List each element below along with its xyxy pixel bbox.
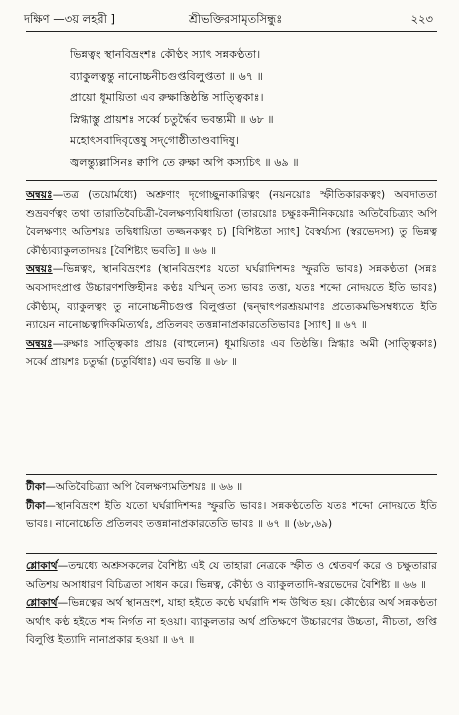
tika-paragraph: টীকা—অতিবৈচিত্র্যা অপি বৈলক্ষণ্যমতিশয়ঃ ॥ ৬৬ ॥ bbox=[26, 481, 243, 493]
shlokartha-label: শ্লোকার্থ bbox=[26, 560, 58, 572]
verse-line: স্নিগ্ধাস্তু প্রায়শঃ সর্ব্বে চতুর্দ্ধৈব ভবন্ত্যমী ॥ ৬৮ ॥ bbox=[70, 112, 274, 126]
verse-line: ভিন্নত্বং স্থানবিভ্রংশঃ কৌণ্ঠং স্যাৎ সন্নকণ্ঠতা। bbox=[70, 48, 261, 61]
book-title: শ্রীভক্তিরসামৃতসিন্ধুঃ bbox=[189, 12, 283, 26]
tika-section bbox=[26, 478, 437, 534]
anvaya-label: অন্বয়ঃ bbox=[26, 337, 53, 350]
shlokartha-label: শ্লোকার্থ bbox=[26, 597, 58, 610]
anvaya-label: অন্বয়ঃ bbox=[26, 189, 53, 201]
shlokartha-section bbox=[26, 557, 437, 650]
verse-line: ব্যাকুলত্বন্তু নানোচ্চনীচগুপ্তবিলুপ্ততা ॥ ৬৭ ॥ bbox=[70, 69, 263, 83]
tika-label: টীকা bbox=[26, 481, 46, 493]
shlokartha-paragraph: শ্লোকার্থ—তন্মধ্যে অশ্রুসকলের বৈশিষ্ট্য এই যে তাহারা নেত্রকে স্ফীত ও শ্বেতবর্ণ করে ও চক্ষুতারার অতিশয় অসাধারণ বিচিত্রতা সাধন করে। ভিন্নত্ব, কৌণ্ঠ্য ও ব্যাকুলতাদি-স্বরভেদের বৈশিষ্ট্য ॥ ৬৬ ॥ bbox=[26, 560, 437, 591]
shlokartha-paragraph: শ্লোকার্থ—ভিন্নত্বের অর্থ স্থানভ্রংশ, যাহা হইতে কণ্ঠে ঘর্ঘরাদি শব্দ উত্থিত হয়। কৌণ্ঠ্যের অর্থ সন্নকণ্ঠতা অর্থাৎ কণ্ঠ হইতে শব্দ নির্গত না হওয়া। ব্যাকুলতার অর্থ প্রতিক্ষণে উচ্চারণের উচ্চতা, নীচতা, গুপ্তি বিলুপ্তি ইত্যাদি নানাপ্রকার হওয়া ॥ ৬৭ ॥ bbox=[26, 597, 437, 647]
chapter-label: দক্ষিণ —৩য় লহরী ] bbox=[24, 12, 116, 26]
header-rule bbox=[26, 31, 437, 32]
anvaya-section bbox=[26, 186, 437, 372]
verse-line: প্রায়ো ধূমায়িতা এব রুক্ষাস্তিষ্ঠন্তি সাত্ত্বিকাঃ। bbox=[70, 91, 264, 104]
anvaya-paragraph: অন্বয়ঃ—রুক্ষাঃ সাত্ত্বিকাঃ প্রায়ঃ (বাহুল্যেন) ধূমায়িতাঃ এব তিষ্ঠন্তি। স্নিগ্ধাঃ অমী (সাত্ত্বিকাঃ) সর্ব্বে প্রায়শঃ চতুর্দ্ধা (চতুর্বিধাঃ) এব ভবন্তি ॥ ৬৮ ॥ bbox=[26, 337, 437, 369]
verse-block bbox=[70, 44, 437, 173]
tika-paragraph: টীকা—স্থানবিভ্রংশ ইতি যতো ঘর্ঘরাদিশব্দঃ স্ফুরতি ভাবঃ। সন্নকণ্ঠতেতি যতঃ শব্দো নোদয়তে ইতি ভাবঃ। নানোচ্চেতি প্রতিলবং তত্তন্নানাপ্রকারতেতি ভাবঃ ॥ ৬৭ ॥ (৬৮,৬৯) bbox=[26, 499, 437, 531]
anvaya-paragraph: অন্বয়ঃ—তত্র (তয়োর্মধ্যে) অশ্রুণাং দৃগোচ্ছুনাকারিত্বং (নয়নয়োঃ স্ফীতিকারকত্বং) অবদাততা শুভ্রবর্ণত্বং তথা তারাতিবৈচিত্রী-বৈলক্ষণ্যবিধায়িতা (তারয়োঃ চক্ষুঃকনীনিকয়োঃ অতিবৈচিত্র্যং অপি বৈলক্ষণ্যং অতিশয়ঃ তদ্বিধায়িতা তজ্জনকত্বং চ) [বিশিষ্টতা স্যাৎ] বৈস্বর্য্যস্য (স্বরভেদস্য) তু ভিন্নত্ব কৌণ্ঠ্যব্যাকুলতাদয়ঃ [বৈশিষ্ট্যং ভবতি] ॥ ৬৬ ॥ bbox=[26, 189, 437, 257]
running-header bbox=[24, 10, 437, 28]
anvaya-paragraph: অন্বয়ঃ—ভিন্নত্বং, স্থানবিভ্রংশঃ (স্থানবিভ্রংশঃ যতো ঘর্ঘরাদিশব্দঃ স্ফুরতি ভাবঃ) সন্নকণ্ঠতা (সন্নঃ অবসাদংপ্রাপ্ত উচ্চারণশক্তিহীনঃ কণ্ঠঃ যস্মিন্‌ তস্য ভাবঃ তত্তা, যতঃ শব্দো নোদয়তে ইতি ভাবঃ) কৌণ্ঠ্যম্‌, ব্যাকুলত্বং তু নানোচ্চনীচগুপ্ত বিলুপ্ততা (দ্বন্দ্বাৎপরশ্রূয়মাণঃ প্রত্যেকমভিসম্বধ্যতে ইতি ন্যায়েন নানোচ্চত্বাদিকমিত্যর্থঃ, প্রতিলবং তত্তন্নানাপ্রকারতেতিভাবঃ [স্যাৎ] ॥ ৬৭ ॥ bbox=[26, 263, 437, 332]
section-divider bbox=[26, 474, 437, 475]
verse-line: জ্বলন্ত্যুল্লাসিনঃ ক্বাপি তে রুক্ষা অপি কস্যচিৎ ॥ ৬৯ ॥ bbox=[70, 155, 299, 169]
verse-line: মহোৎসবাদিবৃত্তেষু সদ্‌গোষ্ঠীতাণ্ডবাদিষু। bbox=[70, 134, 239, 147]
page-number: ২২৩ bbox=[410, 12, 433, 26]
tika-label: টীকা bbox=[26, 499, 46, 512]
anvaya-label: অন্বয়ঃ bbox=[26, 263, 53, 276]
section-divider bbox=[26, 180, 437, 181]
section-divider bbox=[26, 553, 437, 554]
